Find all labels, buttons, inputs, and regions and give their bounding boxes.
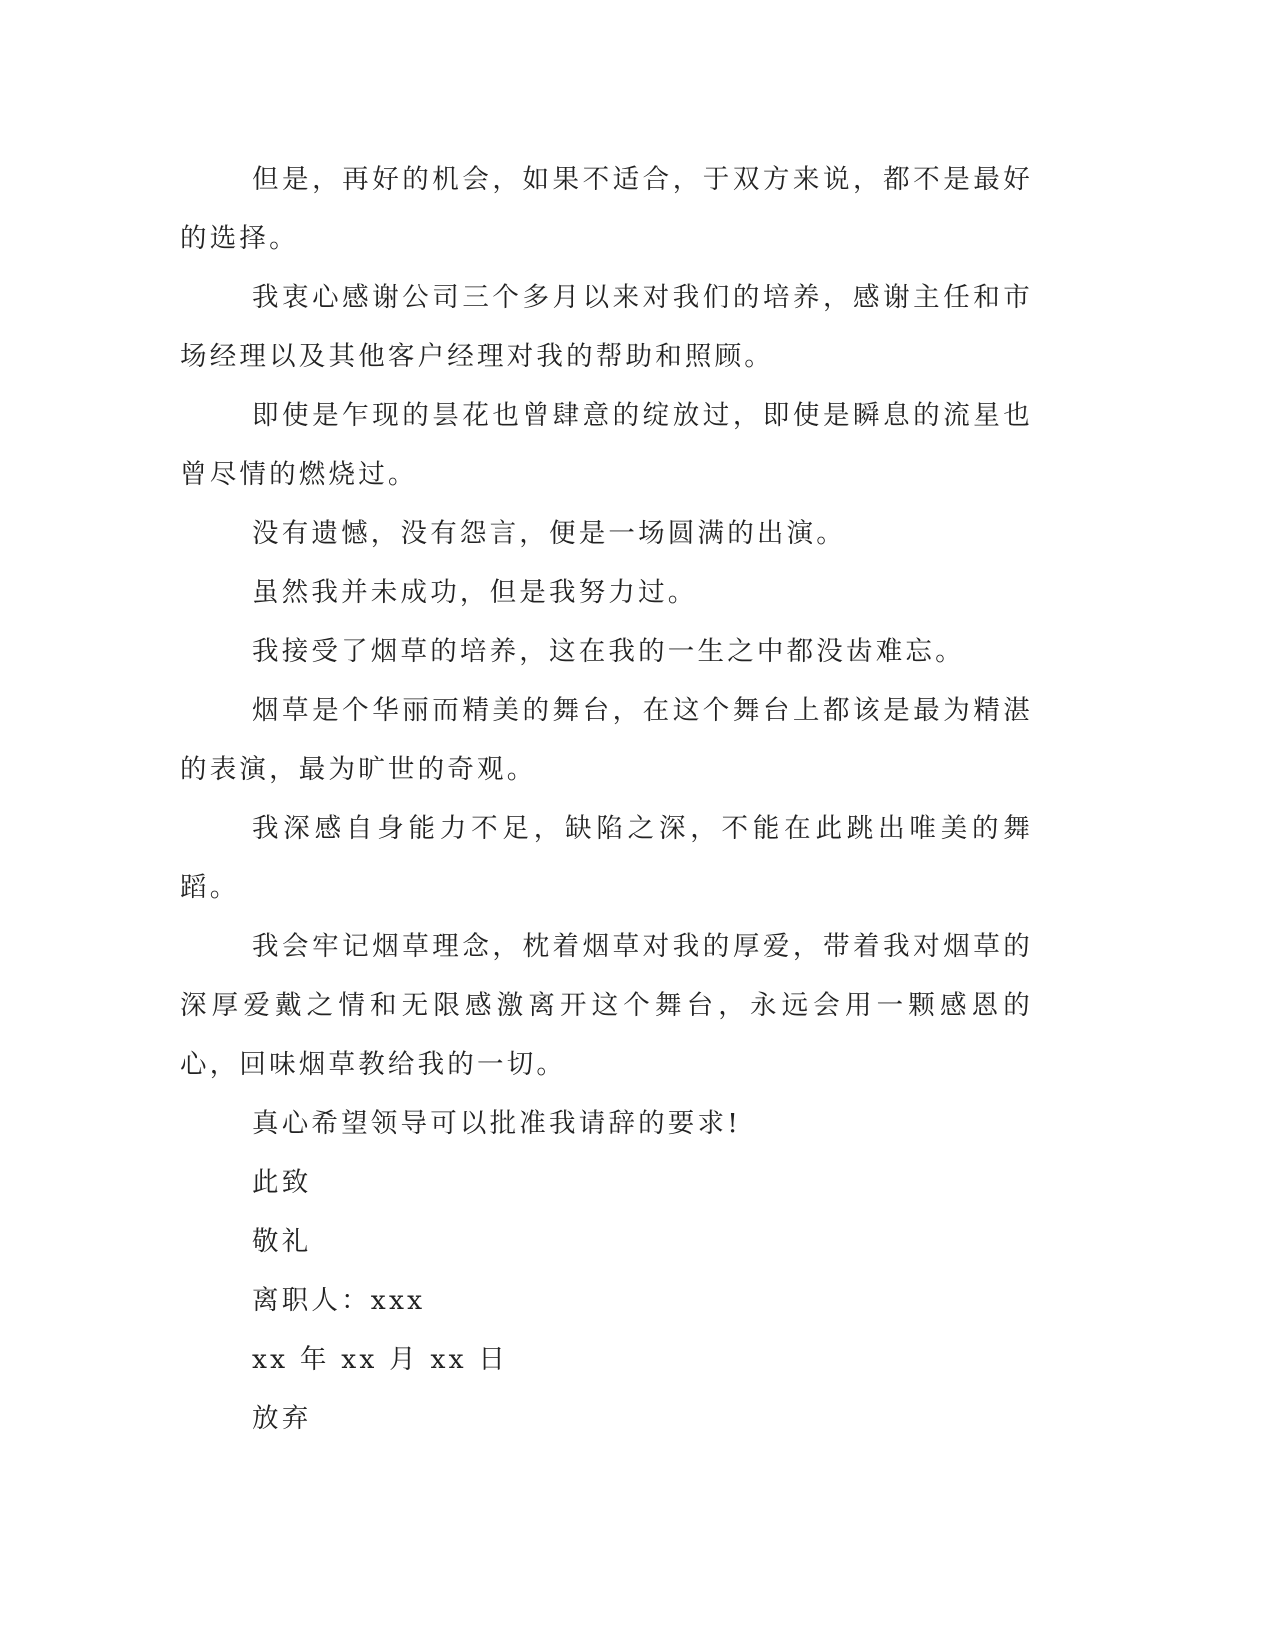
body-paragraph-9: 我会牢记烟草理念，枕着烟草对我的厚爱，带着我对烟草的深厚爱戴之情和无限感激离开这个舞台，永远会用一颗感恩的心，回味烟草教给我的一切。 bbox=[180, 931, 1033, 1080]
body-paragraph-7: 烟草是个华丽而精美的舞台，在这个舞台上都该是最为精湛的表演，最为旷世的奇观。 bbox=[180, 695, 1033, 785]
body-paragraph-3: 即使是乍现的昙花也曾肆意的绽放过，即使是瞬息的流星也曾尽情的燃烧过。 bbox=[180, 400, 1033, 490]
closing-salutation-2: 敬礼 bbox=[252, 1226, 312, 1257]
signer-line: 离职人：xxx bbox=[252, 1285, 426, 1316]
body-paragraph-1: 但是，再好的机会，如果不适合，于双方来说，都不是最好的选择。 bbox=[180, 164, 1033, 254]
body-paragraph-10: 真心希望领导可以批准我请辞的要求! bbox=[252, 1108, 742, 1139]
body-paragraph-6: 我接受了烟草的培养，这在我的一生之中都没齿难忘。 bbox=[252, 636, 965, 667]
document-page bbox=[180, 150, 1033, 1448]
closing-salutation-1: 此致 bbox=[252, 1167, 312, 1198]
body-paragraph-2: 我衷心感谢公司三个多月以来对我们的培养，感谢主任和市场经理以及其他客户经理对我的帮助和照顾。 bbox=[180, 282, 1033, 372]
body-paragraph-8: 我深感自身能力不足，缺陷之深，不能在此跳出唯美的舞蹈。 bbox=[180, 813, 1033, 903]
date-line: xx 年 xx 月 xx 日 bbox=[252, 1344, 509, 1375]
footer-word: 放弃 bbox=[252, 1403, 312, 1434]
body-paragraph-4: 没有遗憾，没有怨言，便是一场圆满的出演。 bbox=[252, 518, 846, 549]
body-paragraph-5: 虽然我并未成功，但是我努力过。 bbox=[252, 577, 698, 608]
